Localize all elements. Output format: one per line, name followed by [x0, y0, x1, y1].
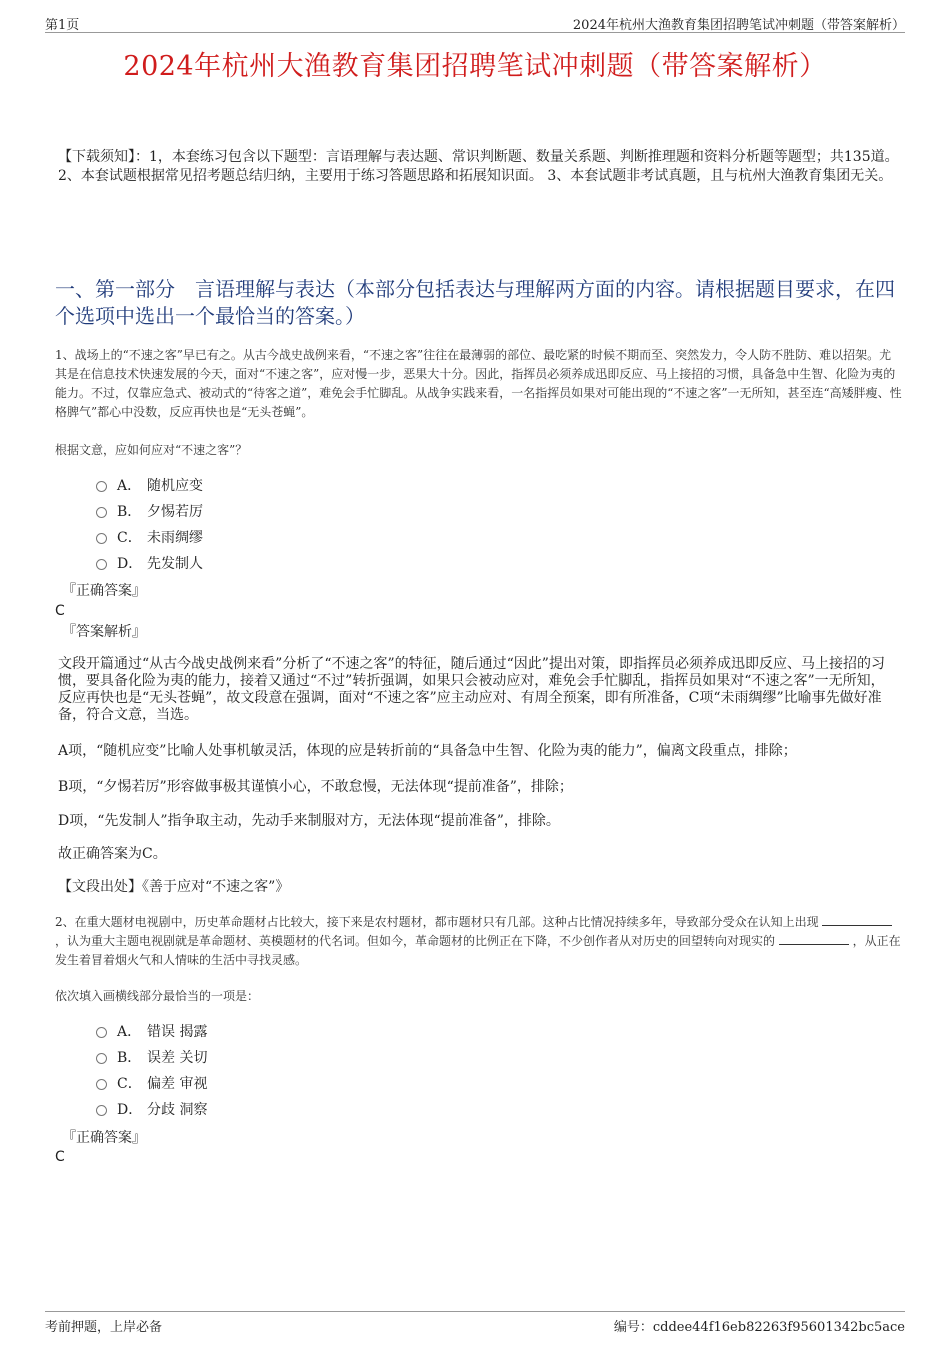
radio-icon[interactable]	[96, 1053, 107, 1064]
footer-doc-id: 编号：cddee44f16eb82263f95601342bc5ace	[613, 1320, 905, 1335]
section-heading: 一、第一部分 言语理解与表达（本部分包括表达与理解两方面的内容。请根据题目要求，在四个选项中选出一个最恰当的答案。）	[55, 277, 895, 328]
radio-icon[interactable]	[96, 1079, 107, 1090]
radio-icon[interactable]	[96, 533, 107, 544]
q1-option-a[interactable]: A． 随机应变	[96, 473, 203, 499]
radio-icon[interactable]	[96, 1027, 107, 1038]
download-notice: 【下载须知】：1，本套练习包含以下题型：言语理解与表达题、常识判断题、数量关系题、判断推理题和资料分析题等题型；共135道。 2、本套试题根据常见招考题总结归纳，主要用于练习答题思路和拓展知识面。 3、本套试题非考试真题，且与杭州大渔教育集团无关。	[58, 149, 899, 184]
q2-question: 依次填入画横线部分最恰当的一项是：	[55, 989, 260, 1003]
page-title: 2024年杭州大渔教育集团招聘笔试冲刺题（带答案解析）	[123, 51, 827, 82]
blank-2[interactable]	[779, 932, 849, 945]
page-footer	[45, 1311, 905, 1335]
q1-source: 【文段出处】《善于应对“不速之客”》	[58, 879, 290, 895]
q2-option-c[interactable]: C． 偏差 审视	[96, 1071, 207, 1097]
q1-analysis-main: 文段开篇通过“从古今战史战例来看”分析了“不速之客”的特征，随后通过“因此”提出对策，即指挥员必须养成迅即反应、马上接招的习惯，要具备化险为夷的能力，接着又通过“不过”转折强调，如果只会被动应对，难免会手忙脚乱，指挥员如果对“不速之客”一无所知，反应再快也是“无头苍蝇”，故文段意在强调，面对“不速之客”应主动应对、有周全预案，即有所准备，C项“未雨绸缪”比喻事先做好准备，符合文意，当选。	[58, 656, 885, 723]
footer-slogan: 考前押题，上岸必备	[45, 1320, 163, 1335]
q1-option-c[interactable]: C． 未雨绸缪	[96, 525, 203, 551]
q2-option-d[interactable]: D． 分歧 洞察	[96, 1097, 207, 1123]
q1-analysis-b: B项，“夕惕若厉”形容做事极其谨慎小心，不敢怠慢，无法体现“提前准备”，排除；	[58, 779, 573, 795]
radio-icon[interactable]	[96, 507, 107, 518]
q1-options	[96, 473, 203, 577]
q2-passage: 2、在重大题材电视剧中，历史革命题材占比较大，接下来是农村题材，都市题材只有几部。这种占比情况持续多年，导致部分受众在认知上出现 ，认为重大主题电视剧就是革命题材、英模题材的代名词。但如今，革命题材的比例正在下降，不少创作者从对历史的回望转向对现实的 ，从正在发生着冒着烟火气和人情味的生活中寻找灵感。	[55, 915, 901, 967]
q1-answer-label: 『正确答案』	[62, 583, 146, 599]
radio-icon[interactable]	[96, 1105, 107, 1116]
q1-analysis-a: A项，“随机应变”比喻人处事机敏灵活，体现的应是转折前的“具备急中生智、化险为夷的能力”，偏离文段重点，排除；	[58, 743, 797, 759]
blank-1[interactable]	[822, 913, 892, 926]
q2-options	[96, 1019, 207, 1123]
q2-answer: C	[55, 1149, 65, 1165]
q1-question: 根据文意，应如何应对“不速之客”？	[55, 443, 248, 457]
q1-analysis-d: D项，“先发制人”指争取主动，先动手来制服对方，无法体现“提前准备”，排除。	[58, 813, 560, 829]
q2-option-b[interactable]: B． 误差 关切	[96, 1045, 207, 1071]
q2-option-a[interactable]: A． 错误 揭露	[96, 1019, 207, 1045]
q1-option-b[interactable]: B． 夕惕若厉	[96, 499, 203, 525]
q1-passage: 1、战场上的“不速之客”早已有之。从古今战史战例来看，“不速之客”往往在最薄弱的部位、最吃紧的时候不期而至、突然发力，令人防不胜防、难以招架。尤其是在信息技术快速发展的今天，面对“不速之客”，应对慢一步，恶果大十分。因此，指挥员必须养成迅即反应、马上接招的习惯，具备急中生智、化险为夷的能力。不过，仅靠应急式、被动式的“待客之道”，难免会手忙脚乱。从战争实践来看，一名指挥员如果对可能出现的“不速之客”一无所知，甚至连“高矮胖瘦、性格脾气”都心中没数，反应再快也是“无头苍蝇”。	[55, 348, 902, 419]
q2-answer-label: 『正确答案』	[62, 1130, 146, 1146]
q1-analysis-end: 故正确答案为C。	[58, 846, 167, 862]
radio-icon[interactable]	[96, 559, 107, 570]
header-doc-title: 2024年杭州大渔教育集团招聘笔试冲刺题（带答案解析）	[572, 18, 905, 33]
page-header	[45, 14, 905, 33]
q1-option-d[interactable]: D． 先发制人	[96, 551, 203, 577]
q1-analysis-label: 『答案解析』	[62, 624, 146, 640]
radio-icon[interactable]	[96, 481, 107, 492]
page-number: 第1页	[45, 18, 80, 33]
q1-answer: C	[55, 603, 65, 619]
